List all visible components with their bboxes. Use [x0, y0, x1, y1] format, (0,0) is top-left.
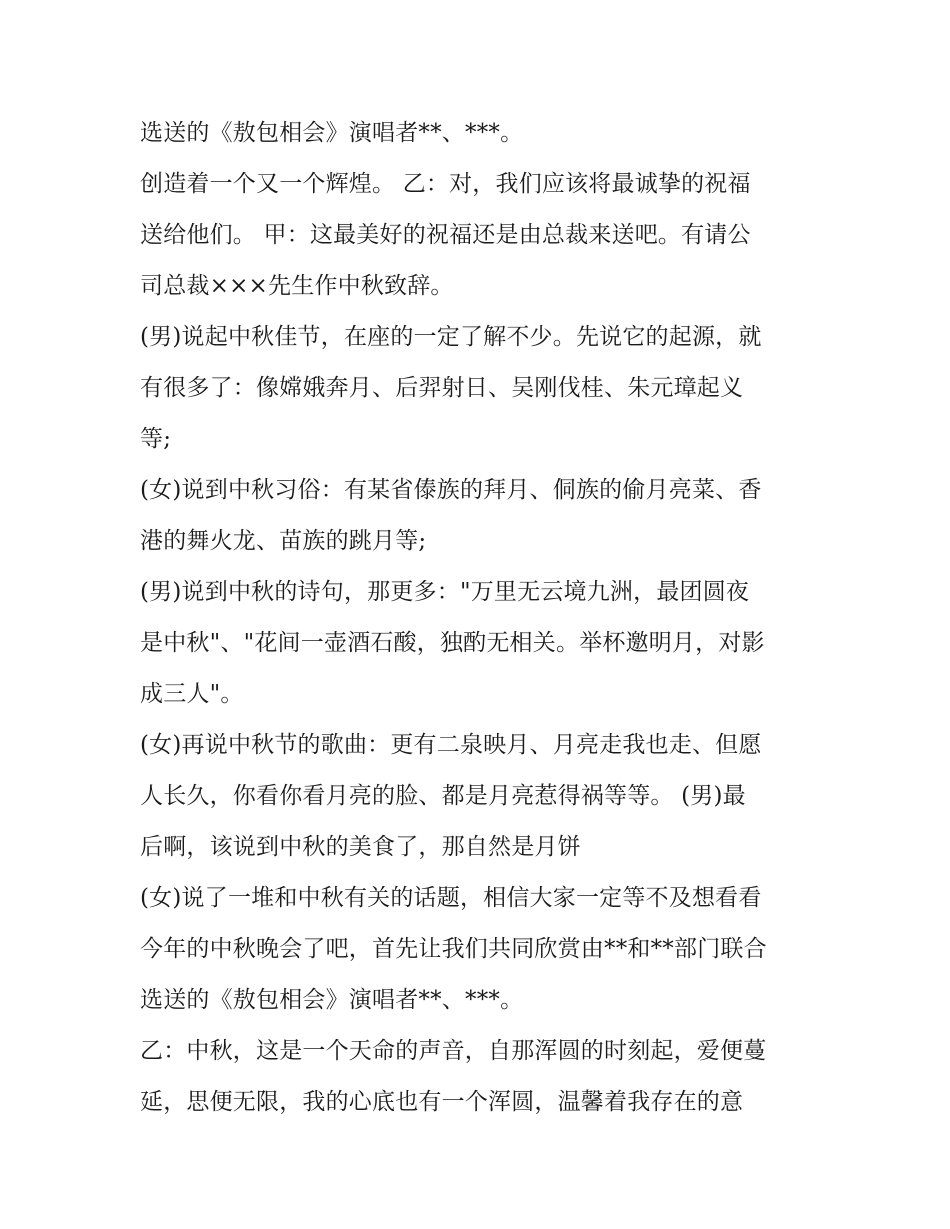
text-line: (女)说了一堆和中秋有关的话题，相信大家一定等不及想看看 — [140, 885, 762, 911]
text-line: 送给他们。 甲：这最美好的祝福还是由总裁来送吧。有请公 — [140, 222, 751, 248]
text-line: 有很多了：像嫦娥奔月、后羿射日、吴刚伐桂、朱元璋起义 — [140, 375, 744, 401]
text-line: 选送的《敖包相会》演唱者**、***。 — [140, 120, 524, 146]
text-line: 选送的《敖包相会》演唱者**、***。 — [140, 987, 524, 1013]
text-line: (女)再说中秋节的歌曲：更有二泉映月、月亮走我也走、但愿 — [140, 732, 762, 758]
document-body — [140, 108, 820, 1128]
text-line: 司总裁×××先生作中秋致辞。 — [140, 273, 454, 299]
text-line: (女)说到中秋习俗：有某省傣族的拜月、侗族的偷月亮菜、香 — [140, 477, 762, 503]
text-line: 创造着一个又一个辉煌。 乙：对，我们应该将最诚挚的祝福 — [140, 171, 751, 197]
text-line: 后啊，该说到中秋的美食了，那自然是月饼 — [140, 834, 581, 860]
text-line: 等; — [140, 426, 172, 452]
text-line: 成三人"。 — [140, 681, 244, 707]
text-line: 港的舞火龙、苗族的跳月等; — [140, 528, 427, 554]
text-line: 今年的中秋晚会了吧，首先让我们共同欣赏由**和**部门联合 — [140, 936, 767, 962]
text-line: 乙：中秋，这是一个天命的声音，自那浑圆的时刻起，爱便蔓 — [140, 1038, 767, 1064]
text-line: 是中秋"、"花间一壶酒石酸，独酌无相关。举杯邀明月，对影 — [140, 630, 765, 656]
text-line: (男)说起中秋佳节，在座的一定了解不少。先说它的起源，就 — [140, 324, 762, 350]
text-line: (男)说到中秋的诗句，那更多："万里无云境九洲，最团圆夜 — [140, 579, 750, 605]
text-line: 人长久，你看你看月亮的脸、都是月亮惹得祸等等。 (男)最 — [140, 783, 746, 809]
text-line: 延，思便无限，我的心底也有一个浑圆，温馨着我存在的意 — [140, 1089, 744, 1115]
